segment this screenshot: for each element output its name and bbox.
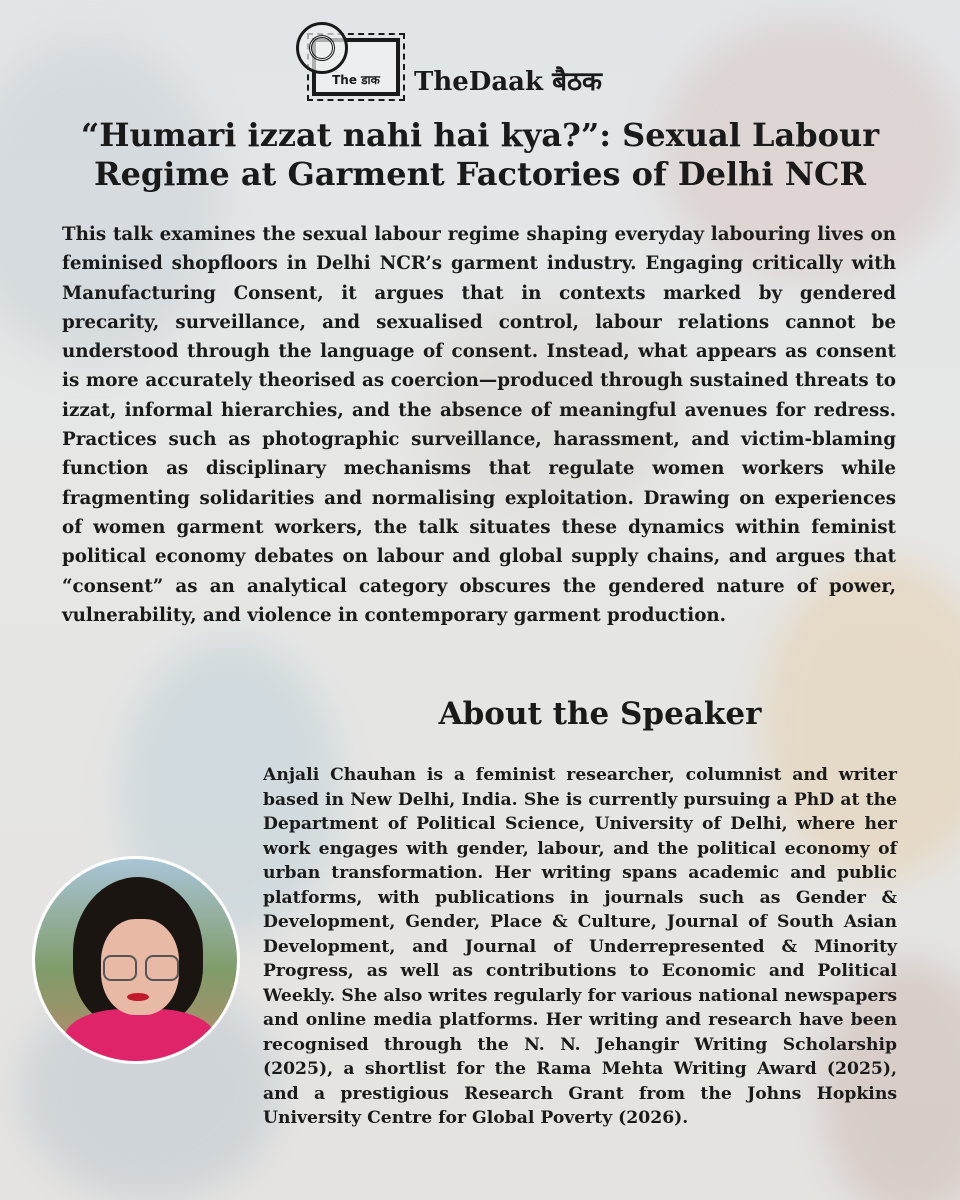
postmark-seal-icon <box>296 22 348 74</box>
stamp-label: The डाक <box>332 73 380 87</box>
talk-title: “Humari izzat nahi hai kya?”: Sexual Labour Regime at Garment Factories of Delhi NCR <box>80 116 880 194</box>
thedaak-logo <box>296 22 636 100</box>
speaker-bio: Anjali Chauhan is a feminist researcher, columnist and writer based in New Delhi, India. She is currently pursuing a PhD at the Department of Political Science, University of Delhi, where her work engages with gender, labour, and the political economy of urban transformation. Her writing spans academic and public platforms, with publications in journals such as Gender & Development, Gender, Place & Culture, Journal of South Asian Development, and Journal of Underrepresented & Minority Progress, as well as contributions to Economic and Political Weekly. She also writes regularly for various national newspapers and online media platforms. Her writing and research have been recognised through the N. N. Jehangir Writing Scholarship (2025), a shortlist for the Rama Mehta Writing Award (2025), and a prestigious Research Grant from the Johns Hopkins University Centre for Global Poverty (2026). <box>263 765 897 1128</box>
speaker-heading: About the Speaker <box>438 696 762 732</box>
brand-name: TheDaak बैठक <box>414 67 603 97</box>
talk-abstract: This talk examines the sexual labour regime shaping everyday labouring lives on feminised shopfloors in Delhi NCR’s garment industry. Engaging critically with Manufacturing Consent, it argues that in contexts marked by gendered precarity, surveillance, and sexualised control, labour relations cannot be understood through the language of consent. Instead, what appears as consent is more accurately theorised as coercion—produced through sustained threats to izzat, informal hierarchies, and the absence of meaningful avenues for redress. Practices such as photographic surveillance, harassment, and victim-blaming function as disciplinary mechanisms that regulate women workers while fragmenting solidarities and normalising exploitation. Drawing on experiences of women garment workers, the talk situates these dynamics within feminist political economy debates on labour and global supply chains, and argues that “consent” as an analytical category obscures the gendered nature of power, vulnerability, and violence in contemporary garment production. <box>62 224 896 626</box>
speaker-photo <box>32 856 240 1064</box>
